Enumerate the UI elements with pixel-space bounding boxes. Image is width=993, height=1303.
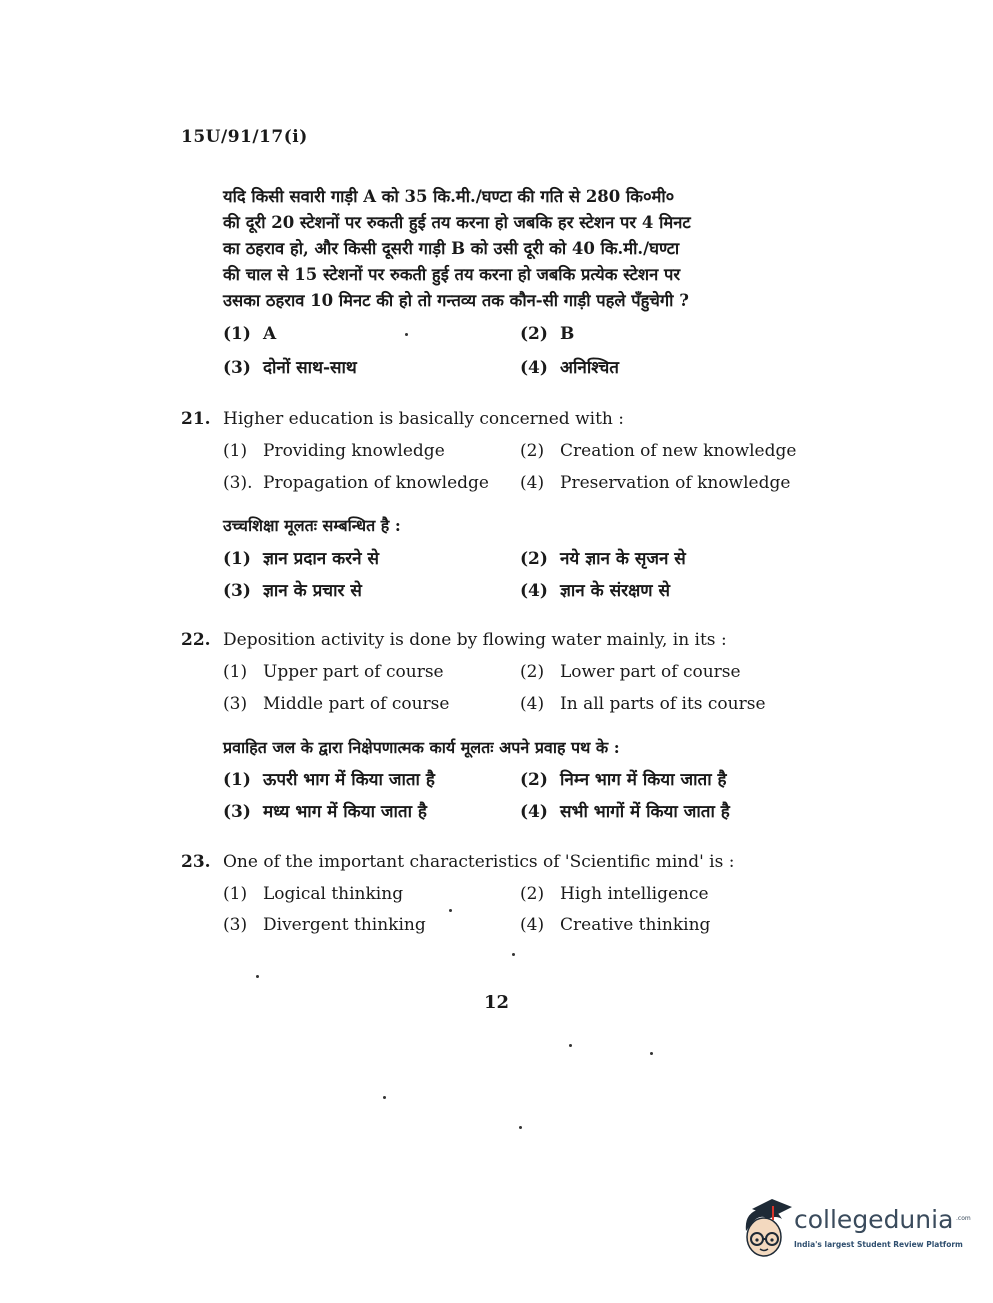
- q21-option-4: (4) Preservation of knowledge: [520, 473, 791, 493]
- speck: [405, 333, 408, 336]
- text-line: की दूरी 20 स्टेशनों पर रुकती हुई तय करना हो जबकि हर स्टेशन पर 4 मिनट: [223, 213, 691, 232]
- q21-hindi-option-1: (1) ज्ञान प्रदान करने से: [223, 549, 379, 569]
- logo-suffix: .com: [956, 1215, 971, 1222]
- q21-hindi-question: उच्चशिक्षा मूलतः सम्बन्धित है :: [223, 516, 401, 535]
- page-number: 12: [484, 992, 510, 1013]
- q23-question: One of the important characteristics of 'Scientific mind' is :: [223, 852, 735, 872]
- speck: [569, 1044, 572, 1047]
- text-line: उसका ठहराव 10 मिनट की हो तो गन्तव्य तक कौन-सी गाड़ी पहले पँहुचेगी ?: [223, 291, 689, 310]
- q22-option-3: (3) Middle part of course: [223, 694, 450, 714]
- q21-hindi-option-3: (3) ज्ञान के प्रचार से: [223, 581, 362, 601]
- speck: [519, 1126, 522, 1129]
- q20-option-1: (1) A: [223, 324, 277, 344]
- q23-option-3: (3) Divergent thinking: [223, 915, 426, 935]
- q20-option-2: (2) B: [520, 324, 575, 344]
- q23-option-4: (4) Creative thinking: [520, 915, 711, 935]
- speck: [512, 953, 515, 956]
- q22-number: 22.: [181, 630, 211, 650]
- q23-option-1: (1) Logical thinking: [223, 884, 404, 904]
- q21-number: 21.: [181, 409, 211, 429]
- logo-wordmark: collegedunia: [794, 1205, 954, 1234]
- q22-hindi-option-1: (1) ऊपरी भाग में किया जाता है: [223, 770, 435, 790]
- q22-hindi-option-2: (2) निम्न भाग में किया जाता है: [520, 770, 727, 790]
- q22-hindi-option-3: (3) मध्य भाग में किया जाता है: [223, 802, 427, 822]
- text-line: की चाल से 15 स्टेशनों पर रुकती हुई तय करना हो जबकि प्रत्येक स्टेशन पर: [223, 265, 681, 284]
- q20-option-4: (4) अनिश्चित: [520, 358, 619, 378]
- q20-option-3: (3) दोनों साथ-साथ: [223, 358, 357, 378]
- text-line: का ठहराव हो, और किसी दूसरी गाड़ी B को उसी दूरी को 40 कि.मी./घण्टा: [223, 239, 680, 258]
- speck: [256, 975, 259, 978]
- q21-option-2: (2) Creation of new knowledge: [520, 441, 797, 461]
- q22-option-1: (1) Upper part of course: [223, 662, 444, 682]
- text-line: यदि किसी सवारी गाड़ी A को 35 कि.मी./घण्टा की गति से 280 कि०मी०: [223, 187, 675, 206]
- q22-hindi-question: प्रवाहित जल के द्वारा निक्षेपणात्मक कार्य मूलतः अपने प्रवाह पथ के :: [223, 738, 620, 757]
- speck: [650, 1052, 653, 1055]
- q21-option-1: (1) Providing knowledge: [223, 441, 445, 461]
- q21-option-3: (3). Propagation of knowledge: [223, 473, 489, 493]
- q22-question: Deposition activity is done by flowing water mainly, in its :: [223, 630, 727, 650]
- mascot-icon: [738, 1195, 794, 1265]
- speck: [383, 1096, 386, 1099]
- paper-code: 15U/91/17(i): [181, 127, 308, 147]
- q21-hindi-option-2: (2) नये ज्ञान के सृजन से: [520, 549, 686, 569]
- q20-hindi-text: [223, 184, 823, 314]
- q23-option-2: (2) High intelligence: [520, 884, 709, 904]
- collegedunia-logo: [738, 1195, 971, 1265]
- q22-hindi-option-4: (4) सभी भागों में किया जाता है: [520, 802, 730, 822]
- logo-tagline: India's largest Student Review Platform: [794, 1240, 963, 1249]
- q21-question: Higher education is basically concerned with :: [223, 409, 624, 429]
- q21-hindi-option-4: (4) ज्ञान के संरक्षण से: [520, 581, 670, 601]
- q23-number: 23.: [181, 852, 211, 872]
- speck: [449, 909, 452, 912]
- q22-option-4: (4) In all parts of its course: [520, 694, 766, 714]
- q22-option-2: (2) Lower part of course: [520, 662, 741, 682]
